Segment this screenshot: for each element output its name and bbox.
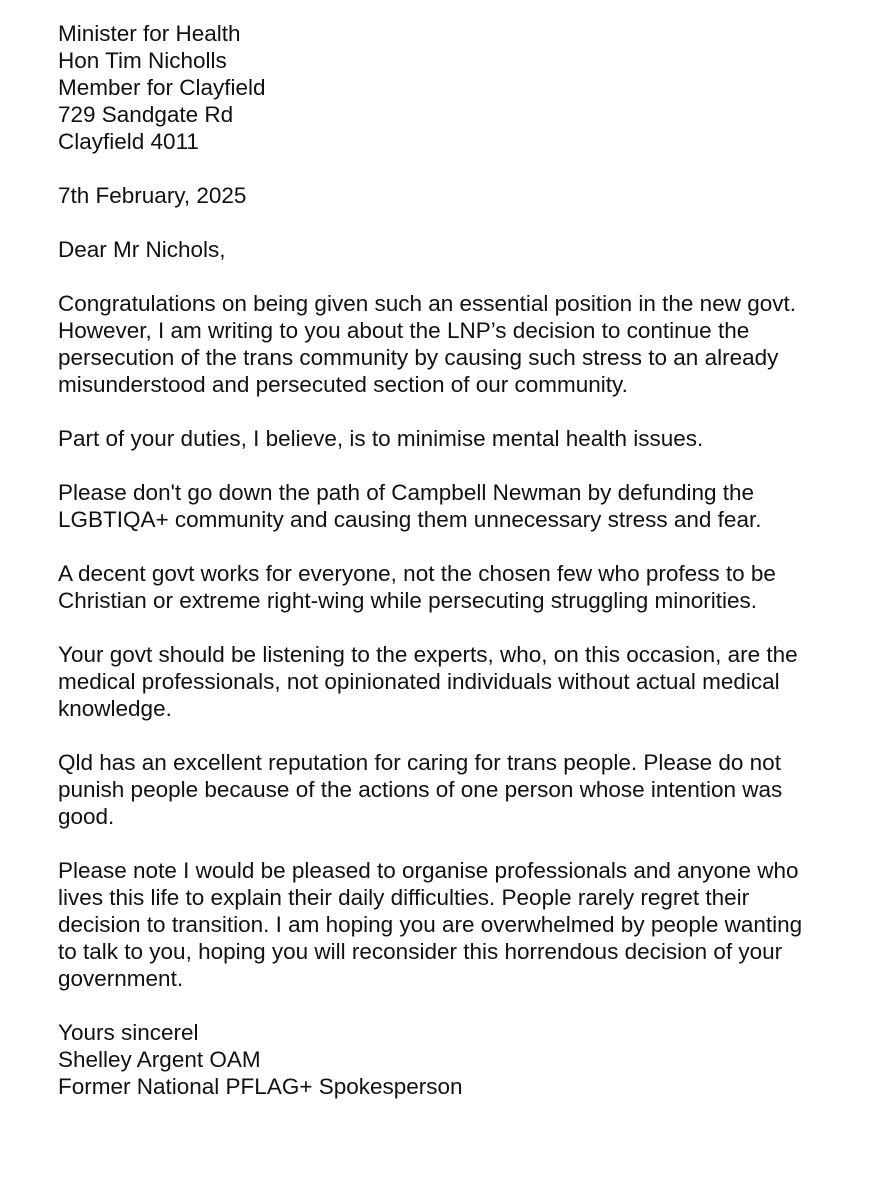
recipient-street: 729 Sandgate Rd (58, 102, 234, 127)
paragraph-line: Part of your duties, I believe, is to minimise mental health issues. (58, 426, 704, 451)
paragraph-duties (58, 425, 858, 452)
paragraph-line: However, I am writing to you about the LNP’s decision to continue the (58, 318, 750, 343)
salutation: Dear Mr Nichols, (58, 237, 226, 262)
paragraph-line: Qld has an excellent reputation for caring for trans people. Please do not (58, 750, 781, 775)
paragraph-line: A decent govt works for everyone, not the chosen few who profess to be (58, 561, 776, 586)
paragraph-line: Congratulations on being given such an essential position in the new govt. (58, 291, 796, 316)
paragraph-qld-reputation (58, 749, 858, 830)
paragraph-line: LGBTIQA+ community and causing them unnecessary stress and fear. (58, 507, 762, 532)
signatory-title: Former National PFLAG+ Spokesperson (58, 1074, 463, 1099)
paragraph-line: decision to transition. I am hoping you are overwhelmed by people wanting (58, 912, 803, 937)
paragraph-line: persecution of the trans community by causing such stress to an already (58, 345, 779, 370)
paragraph-line: medical professionals, not opinionated individuals without actual medical (58, 669, 780, 694)
paragraph-line: good. (58, 804, 115, 829)
recipient-address (58, 20, 858, 155)
signatory-name: Shelley Argent OAM (58, 1047, 261, 1072)
paragraph-line: knowledge. (58, 696, 172, 721)
paragraph-decent-govt (58, 560, 858, 614)
paragraph-offer (58, 857, 858, 992)
paragraph-line: punish people because of the actions of one person whose intention was (58, 777, 783, 802)
recipient-suburb-postcode: Clayfield 4011 (58, 129, 199, 154)
paragraph-line: lives this life to explain their daily difficulties. People rarely regret their (58, 885, 750, 910)
recipient-electorate: Member for Clayfield (58, 75, 266, 100)
paragraph-line: Please note I would be pleased to organise professionals and anyone who (58, 858, 799, 883)
paragraph-experts (58, 641, 858, 722)
recipient-name: Hon Tim Nicholls (58, 48, 227, 73)
paragraph-line: Your govt should be listening to the experts, who, on this occasion, are the (58, 642, 798, 667)
paragraph-line: to talk to you, hoping you will reconsider this horrendous decision of your (58, 939, 783, 964)
paragraph-line: Christian or extreme right-wing while persecuting struggling minorities. (58, 588, 758, 613)
paragraph-line: Please don't go down the path of Campbell Newman by defunding the (58, 480, 755, 505)
signature-block (58, 1019, 858, 1100)
valediction: Yours sincerel (58, 1020, 199, 1045)
letter-date: 7th February, 2025 (58, 183, 247, 208)
letter (58, 20, 858, 1100)
paragraph-line: misunderstood and persecuted section of our community. (58, 372, 628, 397)
paragraph-campbell-newman (58, 479, 858, 533)
recipient-role: Minister for Health (58, 21, 241, 46)
paragraph-congratulations (58, 290, 858, 398)
paragraph-line: government. (58, 966, 184, 991)
